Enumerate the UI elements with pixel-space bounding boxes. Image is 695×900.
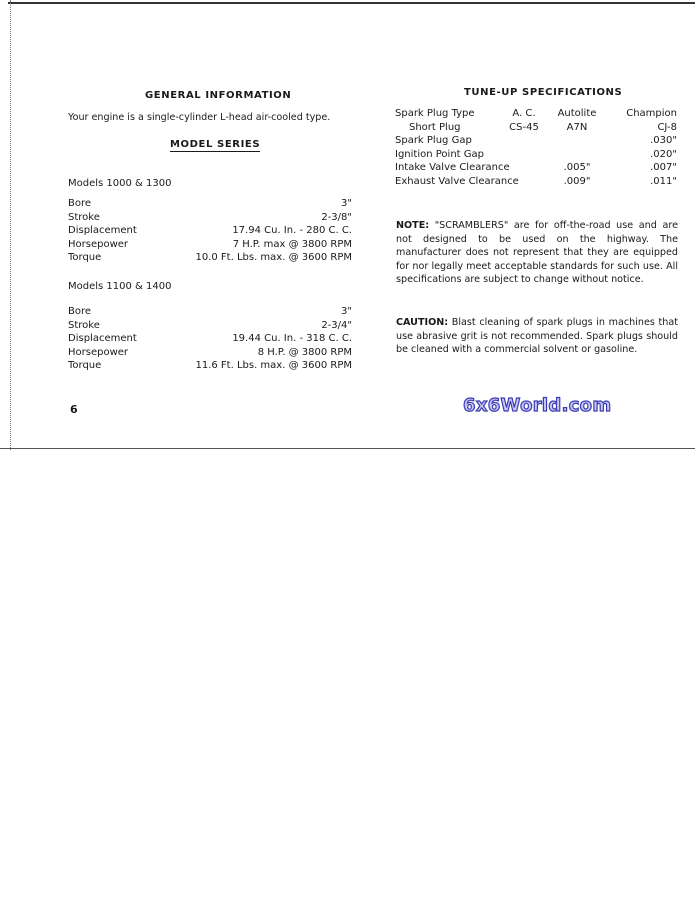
spec-label: Torque xyxy=(68,252,102,263)
tuneup-champion: .030" xyxy=(650,135,677,146)
watermark-logo: 6x6World.com xyxy=(463,395,612,416)
caution-label: CAUTION: xyxy=(396,317,449,328)
spec-row-torque xyxy=(68,360,352,373)
group1-title: Models 1000 & 1300 xyxy=(68,178,172,189)
spec-value: 11.6 Ft. Lbs. max. @ 3600 RPM xyxy=(195,360,352,371)
scan-edge-bottom xyxy=(0,448,695,453)
tuneup-label: Intake Valve Clearance xyxy=(395,162,510,173)
spec-value: 2-3/8" xyxy=(321,211,352,223)
tuneup-label: Spark Plug Gap xyxy=(395,135,472,146)
tuneup-autolite: .005" xyxy=(563,162,591,173)
tuneup-autolite: A7N xyxy=(566,121,588,133)
tuneup-champion: .011" xyxy=(650,175,677,187)
spec-value: 3" xyxy=(341,198,352,209)
spec-label: Stroke xyxy=(68,319,100,331)
tuneup-label: Short Plug xyxy=(409,121,461,133)
spec-row-bore xyxy=(68,198,352,211)
spec-value: 7 H.P. max @ 3800 RPM xyxy=(232,238,352,250)
scan-edge-left xyxy=(2,0,11,450)
spec-label: Displacement xyxy=(68,333,137,344)
spec-row-displacement xyxy=(68,225,352,238)
tuneup-ac: CS-45 xyxy=(509,121,539,133)
tuneup-row-exhaust-valve xyxy=(395,176,677,189)
tuneup-champion: CJ-8 xyxy=(657,121,677,133)
tuneup-row-header xyxy=(395,108,677,121)
group2-title: Models 1100 & 1400 xyxy=(68,281,172,292)
model-series-heading xyxy=(170,139,260,150)
tuneup-row-ignition-point-gap xyxy=(395,149,677,162)
tuneup-row-spark-plug-gap xyxy=(395,135,677,148)
tuneup-specifications-heading: TUNE-UP SPECIFICATIONS xyxy=(464,87,623,98)
page-number: 6 xyxy=(70,403,78,416)
tuneup-label: Exhaust Valve Clearance xyxy=(395,175,519,187)
tuneup-row-intake-valve xyxy=(395,162,677,175)
spec-row-torque xyxy=(68,252,352,265)
tuneup-ac: A. C. xyxy=(512,108,536,119)
spec-row-horsepower xyxy=(68,239,352,252)
caution-text: Blast cleaning of spark plugs in machines that use abrasive grit is not recommended. Spark plugs should be cleaned with a commercial solvent or gasoline. xyxy=(396,317,678,356)
tuneup-label: Ignition Point Gap xyxy=(395,148,484,160)
note-label: NOTE: xyxy=(396,220,430,231)
spec-row-displacement xyxy=(68,333,352,346)
spec-row-stroke xyxy=(68,212,352,225)
spec-row-stroke xyxy=(68,320,352,333)
spec-label: Bore xyxy=(68,198,92,209)
tuneup-champion: .020" xyxy=(650,148,677,160)
model-series-heading-text: MODEL SERIES xyxy=(170,139,261,150)
general-information-text: Your engine is a single-cylinder L-head air-cooled type. xyxy=(68,112,331,123)
note-paragraph xyxy=(396,219,678,287)
spec-value: 3" xyxy=(341,306,352,317)
spec-label: Horsepower xyxy=(68,346,129,358)
tuneup-champion: .007" xyxy=(650,162,677,173)
tuneup-autolite: Autolite xyxy=(557,108,597,119)
caution-paragraph xyxy=(396,316,678,357)
general-information-heading: GENERAL INFORMATION xyxy=(145,90,292,101)
tuneup-autolite: .009" xyxy=(563,175,591,187)
spec-label: Horsepower xyxy=(68,238,129,250)
spec-value: 19.44 Cu. In. - 318 C. C. xyxy=(232,333,352,344)
tuneup-label: Spark Plug Type xyxy=(395,108,475,119)
tuneup-champion: Champion xyxy=(626,108,677,119)
spec-value: 17.94 Cu. In. - 280 C. C. xyxy=(232,225,352,236)
spec-label: Torque xyxy=(68,360,102,371)
tuneup-row-short-plug xyxy=(395,122,677,135)
spec-row-bore xyxy=(68,306,352,319)
spec-value: 8 H.P. @ 3800 RPM xyxy=(257,346,352,358)
spec-label: Displacement xyxy=(68,225,137,236)
spec-row-horsepower xyxy=(68,347,352,360)
spec-value: 10.0 Ft. Lbs. max. @ 3600 RPM xyxy=(195,252,352,263)
spec-label: Bore xyxy=(68,306,92,317)
spec-value: 2-3/4" xyxy=(321,319,352,331)
note-text: "SCRAMBLERS" are for off-the-road use and are not designed to be used on the highway. The manufacturer does not represent that they are equipped for nor legally meet acceptable standards for such use. All specifications are subject to change without notice. xyxy=(396,220,678,286)
spec-label: Stroke xyxy=(68,211,100,223)
scan-edge-top xyxy=(8,2,695,8)
